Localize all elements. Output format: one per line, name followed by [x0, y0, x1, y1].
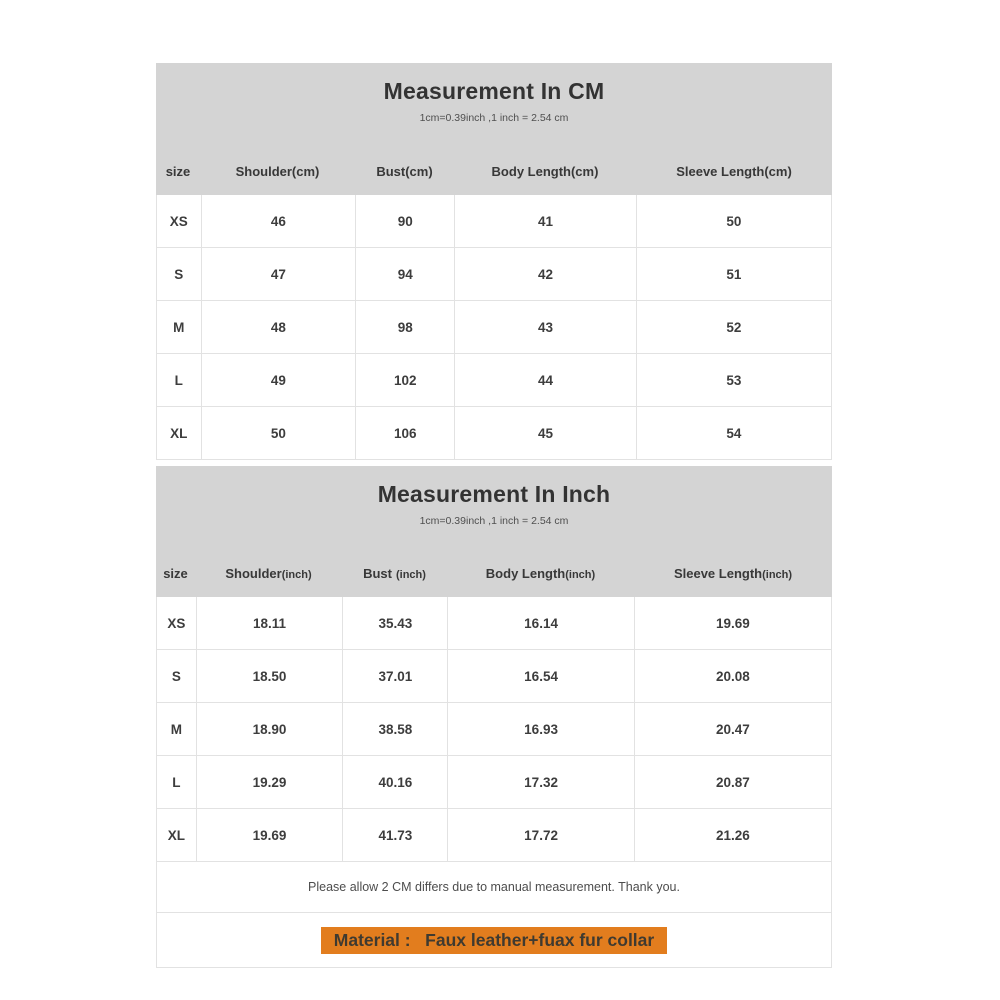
cell-size: L [157, 354, 202, 406]
cell-shoulder: 19.29 [197, 756, 344, 808]
measurement-disclaimer: Please allow 2 CM differs due to manual measurement. Thank you. [157, 862, 831, 913]
cm-table-row-s [157, 248, 831, 301]
cell-size: XS [157, 195, 202, 247]
cell-size: M [157, 703, 197, 755]
cell-bust: 38.58 [343, 703, 448, 755]
cell-sleeve-length: 51 [726, 266, 742, 282]
cell-bust: 37.01 [343, 650, 448, 702]
cell-bust: 98 [356, 301, 455, 353]
table-footer [156, 862, 832, 968]
cell-bust: 94 [356, 248, 455, 300]
header-label: Shoulder [225, 566, 282, 581]
size-chart [156, 63, 832, 968]
cell-size: S [157, 650, 197, 702]
cell-shoulder: 18.11 [197, 597, 344, 649]
inch-conversion-note: 1cm=0.39inch ,1 inch = 2.54 cm [419, 515, 569, 527]
cell-shoulder: 50 [202, 407, 357, 459]
cell-sleeve-length: 20.87 [715, 774, 750, 790]
header-label: Sleeve Length [673, 566, 763, 581]
cm-header-shoulder: Shoulder(cm) [235, 164, 320, 179]
cell-shoulder: 19.69 [197, 809, 344, 861]
cell-size: M [157, 301, 202, 353]
cell-bust: 102 [356, 354, 455, 406]
cell-sleeve-length: 53 [726, 372, 742, 388]
inch-table-body [156, 597, 832, 862]
cell-sleeve-length: 21.26 [715, 827, 750, 843]
cell-bust: 90 [356, 195, 455, 247]
cell-body-length: 43 [455, 301, 636, 353]
cm-measurement-table [156, 63, 832, 460]
header-label: size [163, 566, 188, 581]
header-label: Body Length [485, 566, 566, 581]
inch-table-title: Measurement In Inch [377, 481, 611, 507]
cm-table-row-m [157, 301, 831, 354]
cell-body-length: 17.32 [448, 756, 634, 808]
inch-table-row-xl [157, 809, 831, 862]
cell-sleeve-length: 20.08 [715, 668, 750, 684]
inch-table-row-l [157, 756, 831, 809]
inch-measurement-table [156, 466, 832, 862]
cm-table-header-band [156, 63, 832, 195]
cm-table-title: Measurement In CM [383, 78, 605, 104]
cm-header-size: size [165, 164, 191, 179]
inch-header-size [156, 566, 195, 581]
cell-bust: 41.73 [343, 809, 448, 861]
header-label: Bust [363, 566, 392, 581]
cell-shoulder: 18.50 [197, 650, 344, 702]
cm-table-row-xs [157, 195, 831, 248]
cell-body-length: 16.93 [448, 703, 634, 755]
header-unit: (inch) [565, 569, 596, 581]
header-unit: (inch) [762, 569, 793, 581]
inch-table-row-s [157, 650, 831, 703]
cm-table-row-l [157, 354, 831, 407]
inch-header-shoulder [195, 566, 342, 581]
cm-header-row [156, 164, 832, 195]
cell-sleeve-length: 20.47 [715, 721, 750, 737]
inch-header-bust [342, 566, 447, 581]
inch-header-body-length [447, 566, 634, 581]
cm-conversion-note: 1cm=0.39inch ,1 inch = 2.54 cm [419, 112, 569, 124]
cell-shoulder: 18.90 [197, 703, 344, 755]
cell-body-length: 42 [455, 248, 636, 300]
inch-table-header-band [156, 466, 832, 597]
cell-size: XS [157, 597, 197, 649]
cm-table-row-xl [157, 407, 831, 460]
header-unit: (inch) [395, 569, 426, 581]
inch-table-row-m [157, 703, 831, 756]
cell-shoulder: 47 [202, 248, 357, 300]
cell-sleeve-length: 19.69 [715, 615, 750, 631]
cell-size: S [157, 248, 202, 300]
material-row [157, 913, 831, 967]
cell-shoulder: 46 [202, 195, 357, 247]
cell-size: XL [157, 809, 197, 861]
cm-header-bust: Bust(cm) [376, 164, 433, 179]
cell-bust: 106 [356, 407, 455, 459]
material-banner: Material : Faux leather+fuax fur collar [321, 927, 667, 954]
cell-body-length: 41 [455, 195, 636, 247]
cm-header-body-length: Body Length(cm) [491, 164, 599, 179]
cell-body-length: 17.72 [448, 809, 634, 861]
cell-sleeve-length: 50 [726, 213, 742, 229]
cell-size: XL [157, 407, 202, 459]
cell-bust: 35.43 [343, 597, 448, 649]
cell-body-length: 45 [455, 407, 636, 459]
cell-body-length: 44 [455, 354, 636, 406]
inch-table-row-xs [157, 597, 831, 650]
cell-body-length: 16.14 [448, 597, 634, 649]
cell-bust: 40.16 [343, 756, 448, 808]
cell-shoulder: 49 [202, 354, 357, 406]
cell-sleeve-length: 54 [726, 425, 742, 441]
cell-shoulder: 48 [202, 301, 357, 353]
cm-table-body [156, 195, 832, 460]
cell-sleeve-length: 52 [726, 319, 742, 335]
cell-size: L [157, 756, 197, 808]
inch-header-sleeve-length [634, 566, 832, 581]
inch-header-row [156, 566, 832, 597]
cell-body-length: 16.54 [448, 650, 634, 702]
cm-header-sleeve-length: Sleeve Length(cm) [676, 164, 792, 179]
header-unit: (inch) [281, 569, 312, 581]
